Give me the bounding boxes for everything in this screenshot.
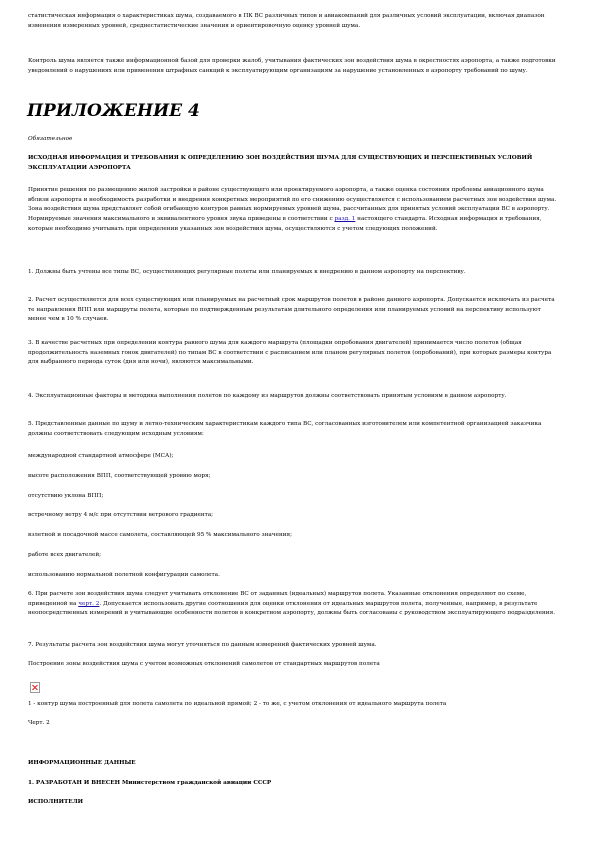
figure-number: Черт. 2 <box>28 720 50 726</box>
item-2: 2. Расчет осуществляется для всех существующих или планируемых на расчетный срок маршрутов полетов в районе данного аэропорта. Допускается исключать из расчета те направления ВПП или маршруты полета, которые по подтвержденным результатам длительного определения или планируемых условий на перспективу используют менее чем в 10 % случаев. <box>28 297 555 323</box>
paragraph-decision-text-end: настоящего стандарта. Исходная информация и требования, которые необходимо учитывать при определении указанных зон воздействия шума, осуществляются с учетом следующих положений. <box>28 216 542 232</box>
item-3: 3. В качестве расчетных при определении контура равного шума для каждого маршрута (площадки опробования двигателей) принимается число полетов (общая продолжительность наземных гонок двигателей) по типам ВС в соответствии с расписанием или планом регулярных полетов (опробований), при которых размеры контура для выбранного периода суток (дня или ночи), являются максимальными. <box>28 340 552 366</box>
figure-intro: Построение зоны воздействия шума с учетом возможных отклонений самолетов от стандартных маршрутов полета <box>28 661 380 667</box>
condition-headwind: встречному ветру 4 м/с при отсутствии ветрового градиента; <box>28 512 214 518</box>
paragraph-decision-text: Принятие решения по размещению жилой застройки в районе существующего или проектируемого аэропорта, а также оценка состояния проблемы авиационного шума вблизи аэропорта и необходимость разработки и внедрения конкретных мероприятий по его снижению осуществляется с использованием расчетных зон воздействия шума. Зона воздействия шума представляет собой огибающую контуров равных нормируемых уровней шума, рассчитанных для принятых условий эксплуатации ВС в аэропорту. Нормируемые значения максимального и эквивалентного уровня звука приведены в соответствии с <box>28 187 557 223</box>
appendix-heading: ПРИЛОЖЕНИЕ 4 <box>27 101 200 121</box>
info-heading: ИНФОРМАЦИОННЫЕ ДАННЫЕ <box>28 760 136 766</box>
paragraph-decision <box>28 186 560 235</box>
item-6-text-end: . Допускается использовать другие соотношения для оценки отклонения от идеальных маршрутов полета, полученные, например, в результате неопосредственных измерений и учитывающие особенности полетов в конкретном аэропорту, должны быть согласованы с руководством эксплуатирующего подразделения. <box>28 600 555 617</box>
item-6 <box>28 590 560 619</box>
paragraph-intro: статистическая информация о характеристиках шума, создаваемого в ПК ВС различных типов и авиакомпаний для различных условий эксплуатации, включая диапазон изменения измеренных уровней, среднестатистические значения и ориентировочную оценку уровней шума. <box>28 13 545 29</box>
condition-isa: международной стандартной атмосфере (МСА); <box>28 453 174 459</box>
item-1: 1. Должны быть учтены все типы ВС, осуществляющих регулярные полеты или планируемых к внедрению в данном аэропорту на перспективу. <box>28 269 466 275</box>
figure-2-link[interactable]: черт. 2 <box>78 600 100 607</box>
condition-mass: взлетной и посадочной массе самолета, составляющей 95 % максимального значения; <box>28 532 293 538</box>
mandatory-label: Обязательное <box>28 136 73 142</box>
condition-runway-slope: отсутствию уклона ВПП; <box>28 493 104 499</box>
section-1-link[interactable]: разд. 1 <box>334 216 356 223</box>
item-7: 7. Результаты расчета зон воздействия шума могут уточняться по данным измерений фактических уровней шума. <box>28 642 377 648</box>
item-4: 4. Эксплуатационные факторы и методика выполнения полетов по каждому из маршрутов должны соответствовать принятым условиям в данном аэропорту. <box>28 393 507 399</box>
condition-configuration: использованию нормальной полетной конфигурации самолета. <box>28 572 220 578</box>
appendix-subtitle: ИСХОДНАЯ ИНФОРМАЦИЯ И ТРЕБОВАНИЯ К ОПРЕДЕЛЕНИЮ ЗОН ВОЗДЕЙСТВИЯ ШУМА ДЛЯ СУЩЕСТВУЮЩИХ И ПЕРСПЕКТИВНЫХ УСЛОВИЙ ЭКСПЛУАТАЦИИ АЭРОПОРТА <box>28 155 533 171</box>
item-6-text: 6. При расчете зон воздействия шума следует учитывать отклонение ВС от заданных (идеальных) маршрутов полета. Указанные отклонения определяют по схеме, приведенной на <box>28 591 527 607</box>
info-item-1: 1. РАЗРАБОТАН И ВНЕСЕН Министерством гражданской авиации СССР <box>28 780 272 786</box>
info-item-executors: ИСПОЛНИТЕЛИ <box>28 799 83 805</box>
broken-image-icon <box>30 682 40 693</box>
item-5: 5. Представленные данные по шуму и летно-техническим характеристикам каждого типа ВС, согласованных изготовителем или компетентной организацией заказчика должны соответствовать следующим исходным условиям: <box>28 421 542 437</box>
condition-engines: работе всех двигателей; <box>28 552 102 558</box>
condition-runway-elevation: высоте расположения ВПП, соответствующей уровню моря; <box>28 473 211 479</box>
paragraph-noise-control-base: Контроль шума является также информационной базой для проверки жалоб, учитывания фактических зон воздействия шума в окрестностях аэропорта, а также подготовки уведомлений о нарушениях или применения штрафных санкций к эксплуатирующим организациям за нарушение установленных в аэропорту требований по шуму. <box>28 58 556 74</box>
figure-caption: 1 - контур шума построенный для полета самолета по идеальной прямой; 2 - то же, с учетом отклонения от идеального маршрута полета <box>28 701 447 707</box>
